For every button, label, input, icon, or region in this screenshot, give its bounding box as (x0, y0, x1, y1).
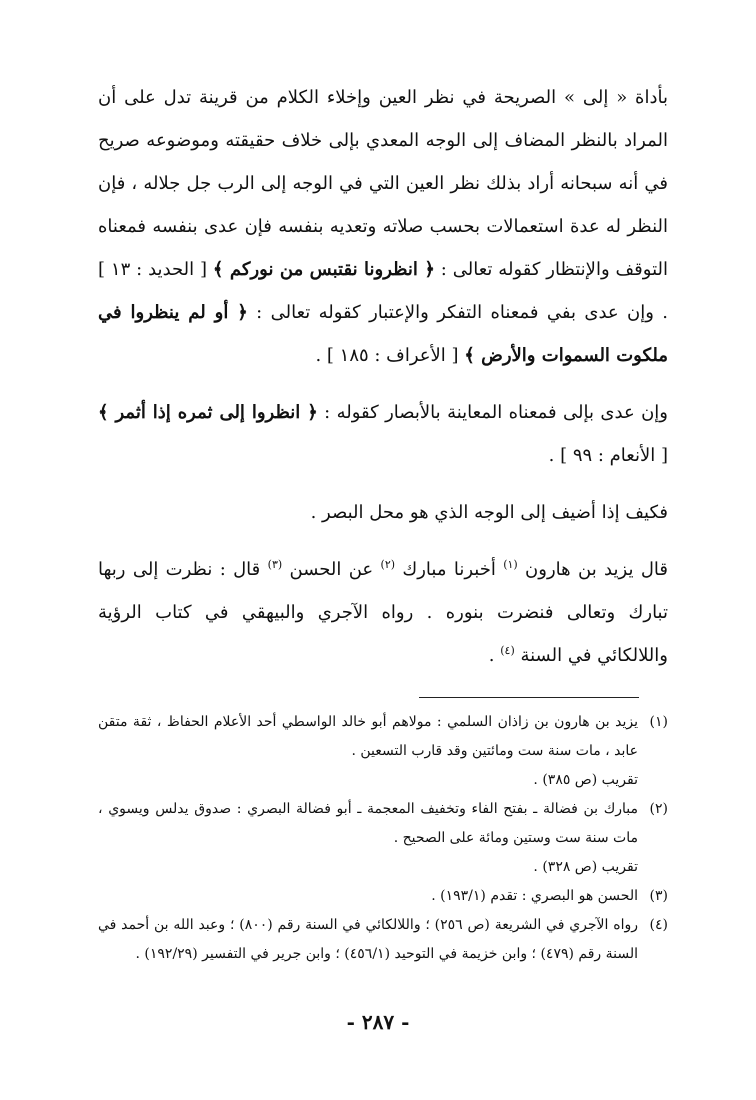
main-text (98, 76, 668, 677)
footnote-source: تقريب (ص ٣٨٥) . (533, 772, 638, 788)
footnote-2 (98, 795, 668, 882)
quran-quote: ﴿ أو لم ينظروا في ملكوت السموات والأرض ﴾ (98, 302, 668, 366)
paragraph-1 (98, 76, 668, 377)
text-run: [ الأعراف : ١٨٥ ] . (315, 345, 465, 366)
footnote-text: مبارك بن فضالة ـ بفتح الفاء وتخفيف المعجمة ـ أبو فضالة البصري : صدوق يدلس ويسوي ، مات سنة ست وستين ومائة على الصحيح . (98, 801, 638, 846)
footnote-ref-1[interactable]: (١) (503, 558, 518, 571)
paragraph-4 (98, 548, 668, 677)
text-run: قال : نظرت إلى ربها تبارك وتعالى فنضرت بنوره . رواه الآجري والبيهقي في كتاب الرؤية واللالكائي في السنة (98, 559, 668, 666)
text-run: عن الحسن (282, 559, 381, 580)
footnote-number: (٤) (649, 917, 668, 933)
footnote-3 (98, 882, 668, 911)
footnote-source: تقريب (ص ٣٢٨) . (533, 859, 638, 875)
footnote-text: يزيد بن هارون بن زاذان السلمي : مولاهم أبو خالد الواسطي أحد الأعلام الحفاظ ، ثقة متقن عابد ، مات سنة ست ومائتين وقد قارب التسعين . (98, 714, 638, 759)
footnote-ref-3[interactable]: (٣) (267, 558, 283, 571)
footnote-text: الحسن هو البصري : تقدم (١٩٣/١) . (431, 888, 638, 904)
footnote-number: (١) (649, 714, 668, 730)
footnote-ref-4[interactable]: (٤) (500, 644, 515, 657)
footnote-4 (98, 911, 668, 969)
paragraph-2 (98, 391, 668, 477)
footnotes (98, 708, 668, 969)
quran-quote: ﴿ انظروا إلى ثمره إذا أثمر ﴾ (98, 402, 318, 423)
text-run: [ الحديد : ١٣ ] . وإن عدى بفي فمعناه التفكر والإعتبار كقوله تعالى : (98, 259, 668, 323)
text-run: وإن عدى بإلى فمعناه المعاينة بالأبصار كقوله : (317, 402, 668, 423)
footnote-divider (419, 697, 639, 698)
quran-quote: ﴿ انظرونا نقتبس من نوركم ﴾ (212, 259, 435, 280)
footnote-ref-2[interactable]: (٢) (380, 558, 396, 571)
paragraph-3: فكيف إذا أضيف إلى الوجه الذي هو محل البصر . (310, 502, 668, 523)
text-run: أخبرنا مبارك (395, 559, 504, 580)
text-run: قال يزيد بن هارون (517, 559, 668, 580)
footnote-number: (٢) (649, 801, 668, 817)
text-run: [ الأنعام : ٩٩ ] . (548, 445, 668, 466)
text-run: . (488, 645, 501, 666)
page-number: - ٢٨٧ - (346, 1010, 410, 1034)
footnote-1 (98, 708, 668, 795)
footnote-text: رواه الآجري في الشريعة (ص ٢٥٦) ؛ واللالكائي في السنة رقم (٨٠٠) ؛ وعبد الله بن أحمد في السنة رقم (٤٧٩) ؛ وابن خزيمة في التوحيد (٤٥٦/١) ؛ وابن جرير في التفسير (١٩٢/٢٩) . (98, 917, 638, 962)
text-run: بأداة « إلى » الصريحة في نظر العين وإخلاء الكلام من قرينة تدل على أن المراد بالنظر المضاف إلى الوجه المعدي بإلى خلاف حقيقته وموضوعه صريح في أنه سبحانه أراد بذلك نظر العين التي في الوجه إلى الرب جل جلاله ، فإن النظر له عدة استعمالات بحسب صلاته وتعديه بنفسه فإن عدى بنفسه فمعناه التوقف والإنتظار كقوله تعالى : (98, 87, 668, 280)
footnote-number: (٣) (649, 888, 668, 904)
